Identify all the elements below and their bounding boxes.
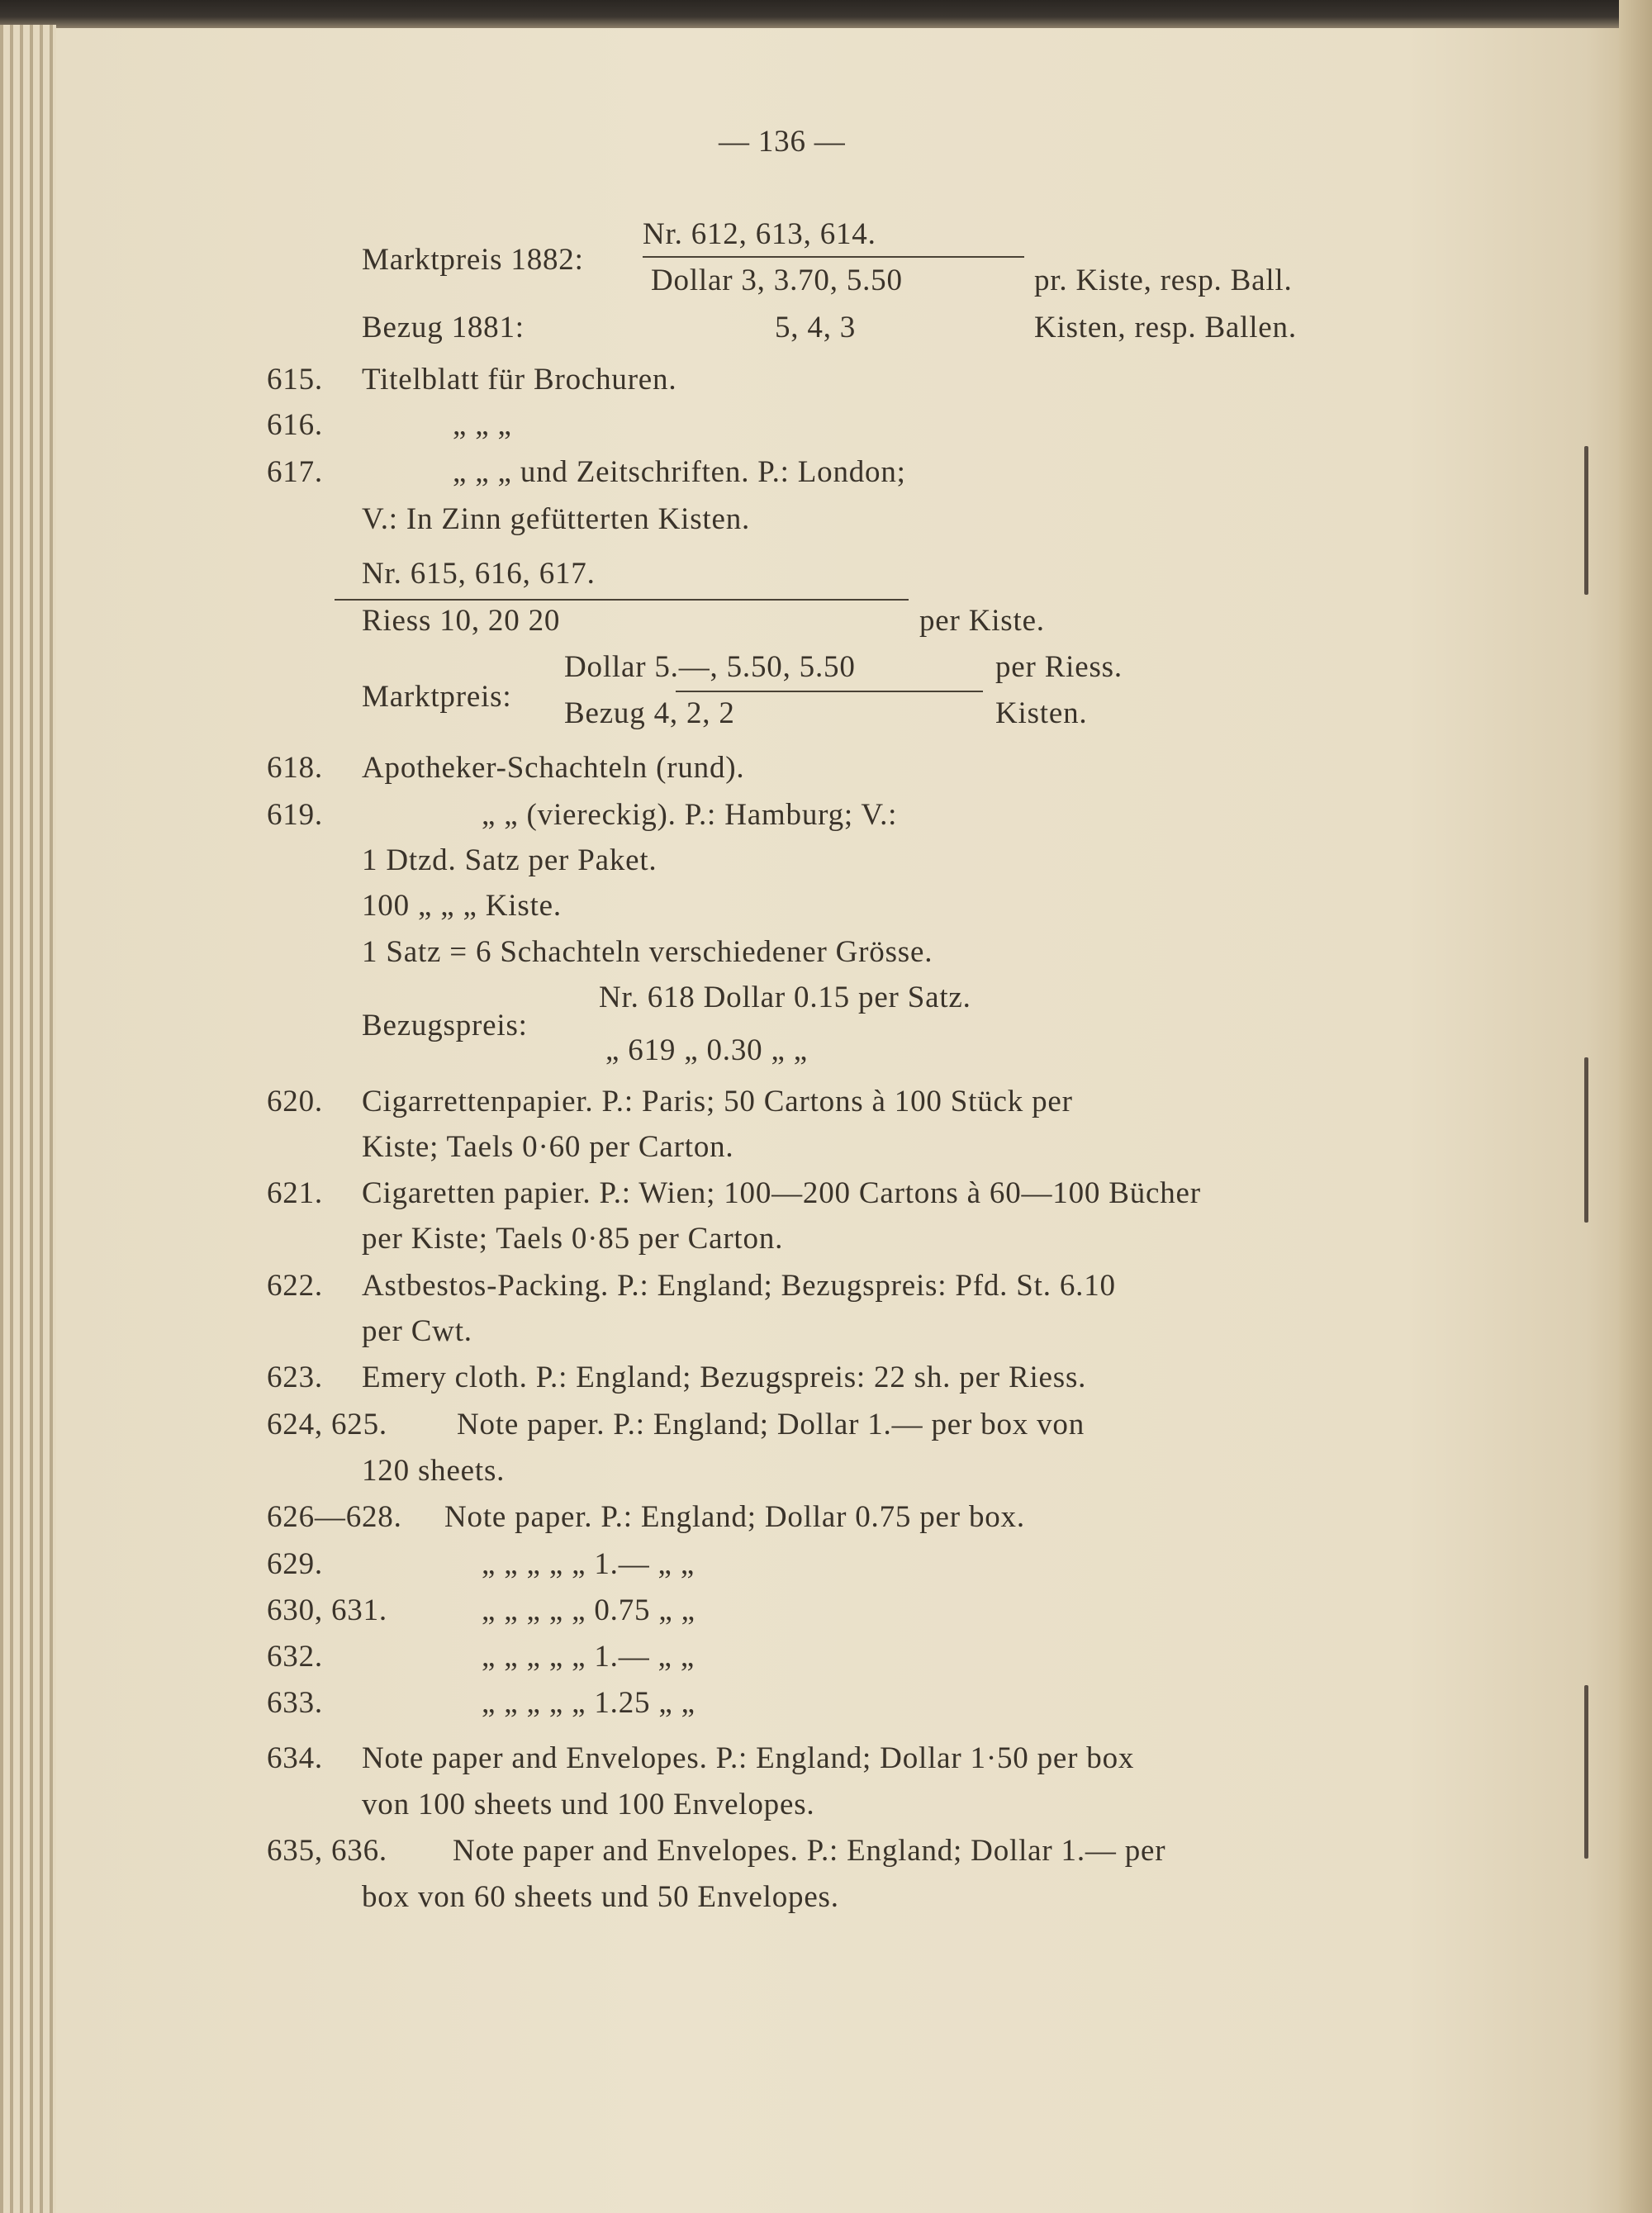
entry-text: Note paper and Envelopes. P.: England; Dollar 1.— per bbox=[453, 1834, 1166, 1868]
bezugspreis-row: Nr. 618 Dollar 0.15 per Satz. bbox=[599, 981, 971, 1014]
bezugspreis-label: Bezugspreis: bbox=[362, 1009, 528, 1042]
entry-number: 617. bbox=[267, 455, 323, 489]
entry-number: 629. bbox=[267, 1547, 323, 1581]
entry-number: 624, 625. bbox=[267, 1408, 387, 1441]
riess-tail: per Kiste. bbox=[919, 604, 1045, 638]
entry-text: Cigarrettenpapier. P.: Paris; 50 Cartons à 100 Stück per bbox=[362, 1085, 1073, 1118]
entry-number: 630, 631. bbox=[267, 1593, 387, 1627]
entry-number: 616. bbox=[267, 408, 323, 442]
entry-text: „ „ (viereckig). P.: Hamburg; V.: bbox=[482, 798, 898, 832]
dollar-tail: per Riess. bbox=[995, 650, 1123, 684]
page-number: — 136 — bbox=[719, 125, 846, 159]
marktpreis-label: Marktpreis 1882: bbox=[362, 243, 584, 277]
dollar-tail: pr. Kiste, resp. Ball. bbox=[1034, 264, 1293, 297]
fraction-rule bbox=[676, 691, 983, 692]
entry-continuation: 120 sheets. bbox=[362, 1454, 506, 1488]
entry-number: 615. bbox=[267, 363, 323, 397]
entry-text: Emery cloth. P.: England; Bezugspreis: 22 sh. per Riess. bbox=[362, 1361, 1087, 1394]
page-edges bbox=[0, 25, 56, 2213]
entry-number: 618. bbox=[267, 751, 323, 785]
dollar-row: Dollar 3, 3.70, 5.50 bbox=[651, 264, 903, 297]
binding-thread bbox=[1584, 1685, 1588, 1859]
riess-row: Riess 10, 20 20 bbox=[362, 604, 561, 638]
entry-number: 632. bbox=[267, 1640, 323, 1674]
ditto-row: „ „ „ „ „ 1.25 „ „ bbox=[482, 1686, 695, 1720]
entry-text: Apotheker-Schachteln (rund). bbox=[362, 751, 745, 785]
dollar-row: Dollar 5.—, 5.50, 5.50 bbox=[564, 650, 856, 684]
nr-row: Nr. 615, 616, 617. bbox=[362, 557, 596, 591]
bezug-row: Bezug 4, 2, 2 bbox=[564, 696, 735, 730]
bezugspreis-row: „ 619 „ 0.30 „ „ bbox=[605, 1033, 808, 1067]
bezug-tail: Kisten. bbox=[995, 696, 1088, 730]
entry-number: 620. bbox=[267, 1085, 323, 1118]
entry-number: 626—628. bbox=[267, 1500, 402, 1534]
book-cover-edge bbox=[0, 0, 1652, 28]
entry-number: 621. bbox=[267, 1176, 323, 1210]
ditto-row: „ „ „ „ „ 1.— „ „ bbox=[482, 1547, 695, 1581]
entry-continuation: per Kiste; Taels 0·85 per Carton. bbox=[362, 1222, 784, 1256]
bezug-label: Bezug 1881: bbox=[362, 311, 525, 344]
entry-continuation: per Cwt. bbox=[362, 1314, 472, 1348]
entry-text: Note paper and Envelopes. P.: England; Dollar 1·50 per box bbox=[362, 1741, 1135, 1775]
entry-number: 634. bbox=[267, 1741, 323, 1775]
entry-text: Titelblatt für Brochuren. bbox=[362, 363, 677, 397]
entry-continuation: 1 Dtzd. Satz per Paket. bbox=[362, 843, 657, 877]
ditto-row: „ „ „ „ „ 0.75 „ „ bbox=[482, 1593, 695, 1627]
entry-text: „ „ „ und Zeitschriften. P.: London; bbox=[453, 455, 906, 489]
entry-continuation: box von 60 sheets und 50 Envelopes. bbox=[362, 1880, 839, 1914]
bezug-values: 5, 4, 3 bbox=[775, 311, 857, 344]
marktpreis-label: Marktpreis: bbox=[362, 680, 512, 714]
entry-text: Astbestos-Packing. P.: England; Bezugspreis: Pfd. St. 6.10 bbox=[362, 1269, 1116, 1303]
entry-continuation: 100 „ „ „ Kiste. bbox=[362, 889, 562, 923]
entry-text: Note paper. P.: England; Dollar 1.— per box von bbox=[457, 1408, 1085, 1441]
binding-thread bbox=[1584, 1057, 1588, 1223]
entry-text: Note paper. P.: England; Dollar 0.75 per box. bbox=[444, 1500, 1025, 1534]
entry-text: Cigaretten papier. P.: Wien; 100—200 Cartons à 60—100 Bücher bbox=[362, 1176, 1201, 1210]
entry-continuation: 1 Satz = 6 Schachteln verschiedener Grösse. bbox=[362, 935, 933, 969]
page-gutter bbox=[1619, 0, 1652, 2213]
ditto-row: „ „ „ „ „ 1.— „ „ bbox=[482, 1640, 695, 1674]
entry-text: „ „ „ bbox=[453, 408, 512, 442]
entry-number: 635, 636. bbox=[267, 1834, 387, 1868]
entry-number: 619. bbox=[267, 798, 323, 832]
entry-number: 623. bbox=[267, 1361, 323, 1394]
entry-continuation: Kiste; Taels 0·60 per Carton. bbox=[362, 1130, 734, 1164]
entry-number: 622. bbox=[267, 1269, 323, 1303]
fraction-rule bbox=[643, 256, 1024, 258]
entry-continuation: von 100 sheets und 100 Envelopes. bbox=[362, 1788, 815, 1821]
bezug-tail: Kisten, resp. Ballen. bbox=[1034, 311, 1297, 344]
entry-continuation: V.: In Zinn gefütterten Kisten. bbox=[362, 502, 751, 536]
binding-thread bbox=[1584, 446, 1588, 595]
nr-row: Nr. 612, 613, 614. bbox=[643, 217, 876, 251]
entry-number: 633. bbox=[267, 1686, 323, 1720]
table-rule bbox=[335, 599, 909, 601]
